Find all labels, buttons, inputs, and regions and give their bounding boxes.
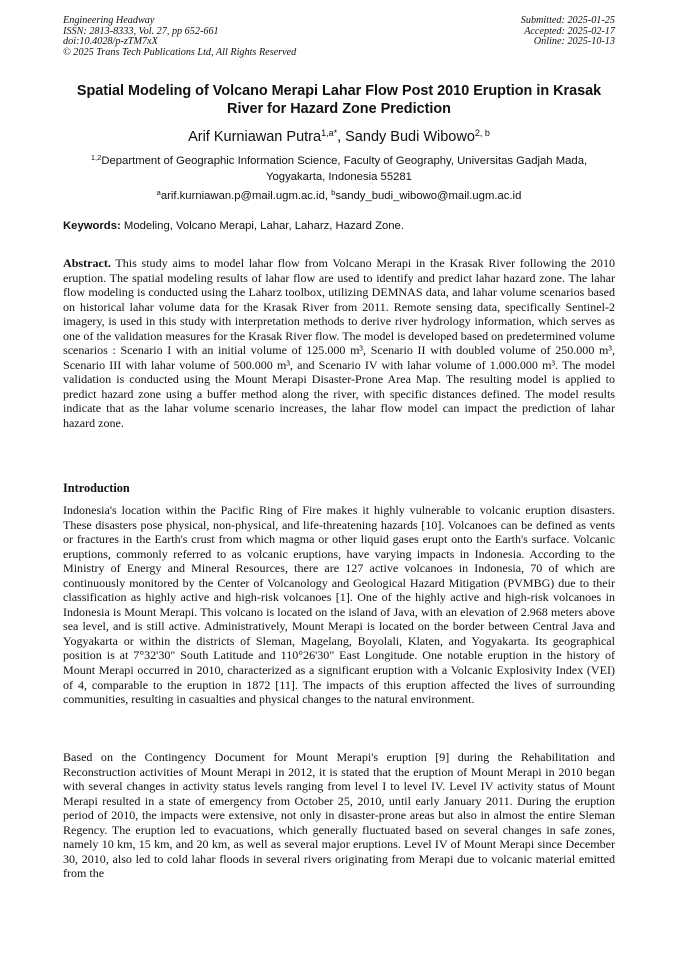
email-superscript: a <box>156 188 161 197</box>
journal-name: Engineering Headway <box>63 15 155 26</box>
author-emails <box>63 186 615 203</box>
email-link[interactable]: sandy_budi_wibowo@mail.ugm.ac.id <box>335 190 522 202</box>
abstract <box>63 256 615 431</box>
author-superscript: 2, b <box>474 128 490 138</box>
accepted-date: Accepted: 2025-02-17 <box>524 25 615 37</box>
affiliation-superscript: 1,2 <box>90 153 102 162</box>
paper-title: Spatial Modeling of Volcano Merapi Lahar Flow Post 2010 Eruption in Krasak River for Hazard Zone Prediction <box>76 83 602 117</box>
author-superscript: 1,a* <box>321 128 338 138</box>
email-separator: , <box>324 190 332 202</box>
email-superscript: b <box>331 188 336 197</box>
journal-header <box>63 16 296 58</box>
affiliation-text: Department of Geographic Information Science, Faculty of Geography, Universitas Gadjah Mada, Yogyakarta, Indonesia 55281 <box>101 155 588 183</box>
abstract-label: Abstract. <box>63 256 111 270</box>
keywords <box>63 219 615 233</box>
author-name: Sandy Budi Wibowo <box>345 129 475 145</box>
author-list <box>63 124 615 146</box>
keywords-text: Modeling, Volcano Merapi, Lahar, Laharz, Hazard Zone. <box>120 220 404 232</box>
abstract-text: This study aims to model lahar flow from Volcano Merapi in the Krasak River following the 2010 eruption. The spatial modeling results of lahar flow are used to identify and predict lahar hazard zone. The lahar flow modeling is conducted using the Laharz toolbox, utilizing DEMNAS data, and lahar volume scenarios based on historical lahar volume data for the Krasak River from 2011. Remote sensing data, specifically Sentinel-2 imagery, is used in this study with interpretation methods to derive river hydrology information, which serves as one of the validation measures for the Krasak River flow. The model is developed based on predetermined volume scenarios : Scenario I with an initial volume of 125.000 m³, Scenario II with doubled volume of 250.000 m³, Scenario III with lahar volume of 500.000 m³, and Scenario IV with lahar volume of 1.000.000 m³. The model validation is conducted using the Mount Merapi Disaster-Prone Area Map. The resulting model is applied to predict hazard zone using a buffer method along the river, with specific distances defined. The model results indicate that as the lahar volume scenario increases, the lahar flow model can impact the prediction of lahar hazard zone. <box>63 256 615 431</box>
intro-paragraph-1: Indonesia's location within the Pacific Ring of Fire makes it highly vulnerable to volcanic eruption disasters. These disasters pose physical, non-physical, and life-threatening hazards [10]. Volcanoes can be defined as vents or fractures in the Earth's crust from which magma or other liquid gases erupt onto the Earth's surface. Volcanic eruptions, commonly referred to as volcanic eruptions, have varying impacts in Indonesia. According to the Ministry of Energy and Mineral Resources, there are 127 active volcanoes in Indonesia, 70 of which are continuously monitored by the Center of Volcanology and Geological Hazard Mitigation (PVMBG) due to their classification as highly active and high-risk volcanoes [1]. One of the highly active and high-risk volcanoes in Indonesia is Mount Merapi. This volcano is located on the island of Java, with an elevation of 2.968 meters above sea level, and is still active. Administratively, Mount Merapi is located on the border between Central Java and Yogyakarta or within the districts of Sleman, Magelang, Boyolali, Klaten, and Yogyakarta. Its geographical position is at 7°32'30" South Latitude and 110°26'30" East Longitude. One notable eruption in the history of Mount Merapi occurred in 2010, characterized as a significant eruption with a Volcanic Explosivity Index (VEI) of 4, comparable to the eruption in 1872 [11]. The impacts of this eruption affected the lives of surrounding communities, resulting in casualties and physical changes to the natural environment. <box>63 503 615 707</box>
dates-header <box>521 16 615 48</box>
section-heading-introduction: Introduction <box>63 481 130 495</box>
issn-line: ISSN: 2813-8333, Vol. 27, pp 652-661 <box>63 25 219 37</box>
author-name: Arif Kurniawan Putra <box>188 129 322 145</box>
intro-paragraph-2: Based on the Contingency Document for Mount Merapi's eruption [9] during the Rehabilitation and Reconstruction activities of Mount Merapi in 2012, it is stated that the eruption of Mount Merapi in 2010 began with several changes in activity status levels ranging from level I to level IV. Level IV activity status of Mount Merapi resulted in a state of emergency from October 25, 2010, until early January 2011. During the eruption period of 2010, the impacts were extensive, not only in disaster-prone areas but also in almost the entire Sleman Regency. The eruption led to evacuations, which generally fluctuated based on several changes in safe zones, namely 10 km, 15 km, and 20 km, as well as several major eruptions. Level IV of Mount Merapi since December 30, 2010, also led to cold lahar floods in several rivers originating from Merapi due to volcanic material emitted from the <box>63 750 615 881</box>
keywords-label: Keywords: <box>63 220 121 232</box>
online-date: Online: 2025-10-13 <box>533 36 615 48</box>
doi-line[interactable]: doi:10.4028/p-zTM7xX <box>63 36 158 48</box>
copyright-line: © 2025 Trans Tech Publications Ltd, All Rights Reserved <box>63 46 297 58</box>
author-separator: , <box>337 129 346 145</box>
affiliation <box>63 150 615 185</box>
email-link[interactable]: arif.kurniawan.p@mail.ugm.ac.id <box>160 190 325 202</box>
submitted-date: Submitted: 2025-01-25 <box>520 15 615 26</box>
